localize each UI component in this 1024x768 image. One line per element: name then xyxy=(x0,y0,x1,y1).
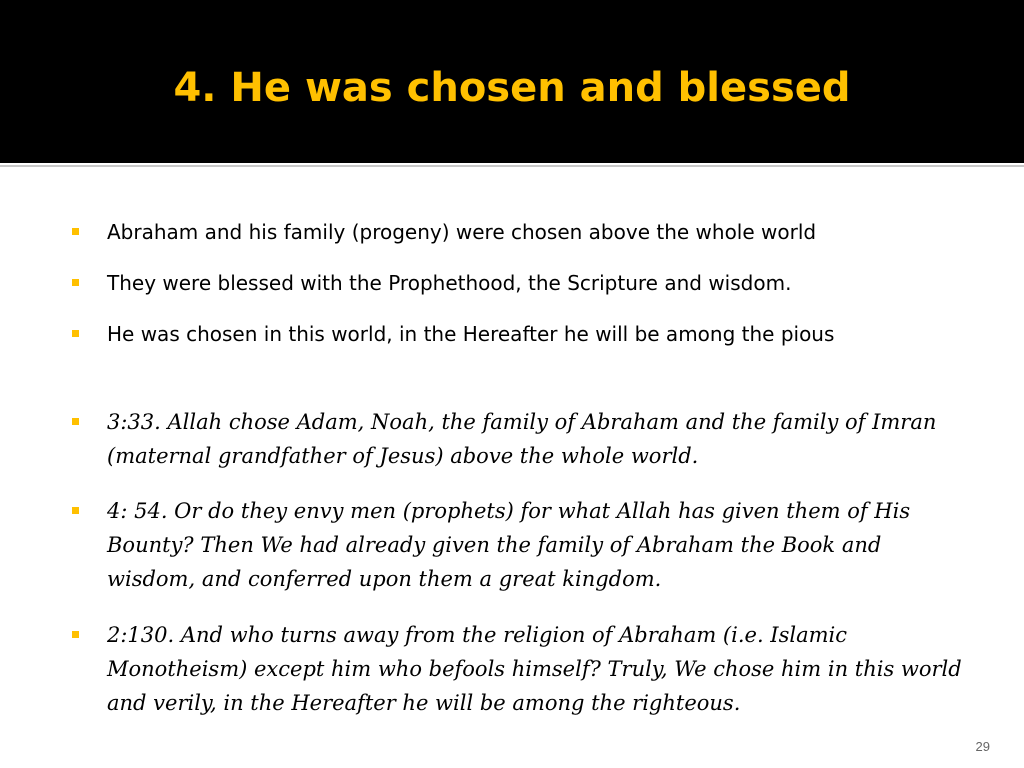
bullet-marker-icon xyxy=(72,507,79,514)
bullet-marker-icon xyxy=(72,418,79,425)
quote-line: Monotheism) except him who befools himself? Truly, We chose him in this world xyxy=(107,657,962,681)
quote-line: wisdom, and conferred upon them a great kingdom. xyxy=(107,567,662,591)
slide-title: 4. He was chosen and blessed xyxy=(173,65,851,111)
bullet-marker-icon xyxy=(72,228,79,235)
bullet-marker-icon xyxy=(72,279,79,286)
bullet-marker-icon xyxy=(72,631,79,638)
page-number: 29 xyxy=(975,739,990,754)
quote-text xyxy=(107,405,987,473)
quote-text xyxy=(107,494,987,596)
title-divider-shadow xyxy=(0,165,1024,167)
bullet-text: Abraham and his family (progeny) were chosen above the whole world xyxy=(107,220,817,244)
quote-line: Bounty? Then We had already given the family of Abraham the Book and xyxy=(107,533,882,557)
quote-text xyxy=(107,618,987,720)
bullet-text: He was chosen in this world, in the Hereafter he will be among the pious xyxy=(107,322,835,346)
bullet-text: They were blessed with the Prophethood, the Scripture and wisdom. xyxy=(107,271,792,295)
quote-line: (maternal grandfather of Jesus) above the whole world. xyxy=(107,444,699,468)
quote-line: 3:33. Allah chose Adam, Noah, the family of Abraham and the family of Imran xyxy=(107,410,937,434)
title-divider xyxy=(0,160,1024,163)
quote-line: 4: 54. Or do they envy men (prophets) for what Allah has given them of His xyxy=(107,499,911,523)
quote-line: 2:130. And who turns away from the religion of Abraham (i.e. Islamic xyxy=(107,623,847,647)
bullet-marker-icon xyxy=(72,330,79,337)
quote-line: and verily, in the Hereafter he will be among the righteous. xyxy=(107,691,741,715)
